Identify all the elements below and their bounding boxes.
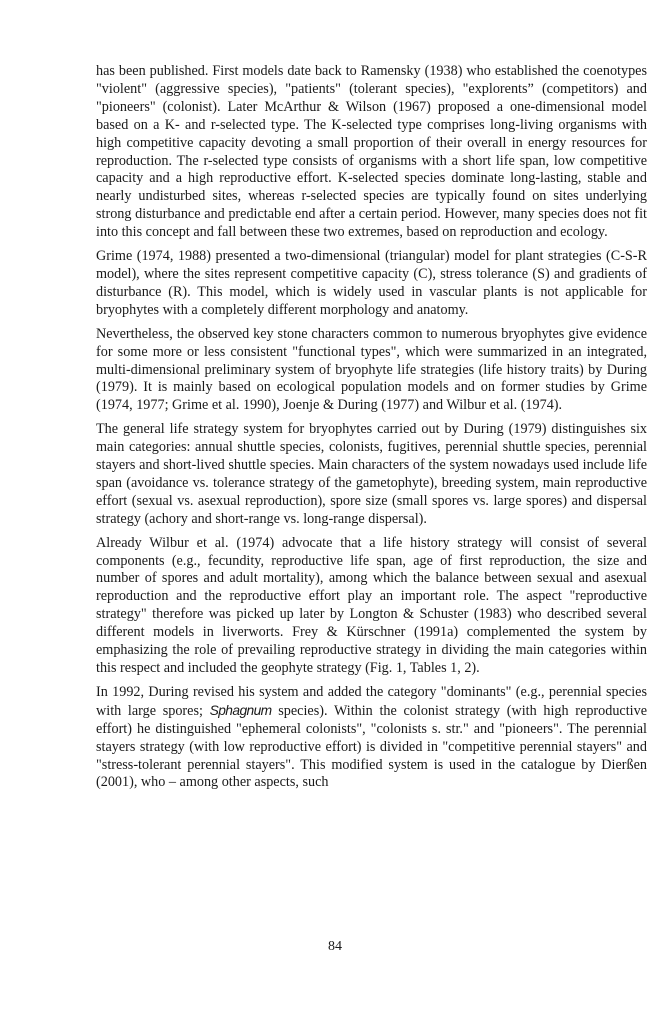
paragraph-strategy-models: has been published. First models date back to Ramensky (1938) who established the coenotypes "violent" (aggressive species), "patients" (tolerant species), "explorents” (competitors) and "pioneers" (colonist). Later McArthur & Wilson (1967) proposed a one-dimensional model based on a K- and r-selected type. The K-selected type comprises long-living organisms with high competitive capacity devoting a small proportion of their overall in energy resources for reproduction. The r-selected type consists of organisms with a short life span, low competitive capacity and a high reproductive effort. K-selected species dominate long-lasting, stable and nearly undisturbed sites, whereas r-selected species are typically found on sites underlying strong disturbance and predictable end after a certain period. However, many species does not fit into this concept and fall between these two extremes, based on reproduction and ecology. — [96, 63, 647, 241]
page-number: 84 — [328, 939, 342, 954]
paragraph-text-before-species: In 1992, During revised his system and added the category "dominants" (e.g., perennial species with large spores; — [96, 683, 647, 719]
paragraph-during-revision — [96, 684, 647, 792]
paragraph-grime-csr-model: Grime (1974, 1988) presented a two-dimensional (triangular) model for plant strategies (C-S-R model), where the sites represent competitive capacity (C), stress tolerance (S) and gradients of disturbance (R). This model, which is widely used in vascular plants is not applicable for bryophytes with a completely different morphology and anatomy. — [96, 248, 647, 318]
species-name-sphagnum: Sphagnum — [209, 702, 272, 718]
paragraph-reproductive-strategy: Already Wilbur et al. (1974) advocate that a life history strategy will consist of several components (e.g., fecundity, reproductive life span, age of first reproduction, the size and number of spores and adult mortality), among which the balance between sexual and asexual reproduction and the reproductive effort play an important role. The aspect "reproductive strategy" therefore was picked up later by Longton & Schuster (1983) who described several different models in liverworts. Frey & Kürschner (1991a) complemented the system by emphasizing the role of prevailing reproductive strategy in dividing the main categories within this respect and included the geophyte strategy (Fig. 1, Tables 1, 2). — [96, 534, 647, 676]
page-body — [96, 63, 647, 798]
paragraph-text-after-species: species). Within the colonist strategy (with high reproductive effort) he distinguished "ephemeral colonists", "colonists s. str." and "pioneers". The perennial stayers strategy (with low reproductive effort) is divided in "competitive perennial stayers" and "stress-tolerant perennial stayers". This modified system is used in the catalogue by Dierßen (2001), who – among other aspects, such — [96, 702, 648, 791]
paragraph-functional-types: Nevertheless, the observed key stone characters common to numerous bryophytes give evidence for some more or less consistent "functional types", which were summarized in an integrated, multi-dimensional preliminary system of bryophyte life strategies (life history traits) by During (1979). It is mainly based on ecological population models and on former studies by Grime (1974, 1977; Grime et al. 1990), Joenje & During (1977) and Wilbur et al. (1974). — [96, 325, 647, 414]
paragraph-during-system: The general life strategy system for bryophytes carried out by During (1979) distinguishes six main categories: annual shuttle species, colonists, fugitives, perennial shuttle species, perennial stayers and short-lived shuttle species. Main characters of the system nowadays used include life span (avoidance vs. tolerance strategy of the gametophyte), breeding system, main reproductive effort (sexual vs. asexual reproduction), spore size (small spores vs. large spores) and dispersal strategy (achory and short-range vs. long-range dispersal). — [96, 421, 647, 527]
